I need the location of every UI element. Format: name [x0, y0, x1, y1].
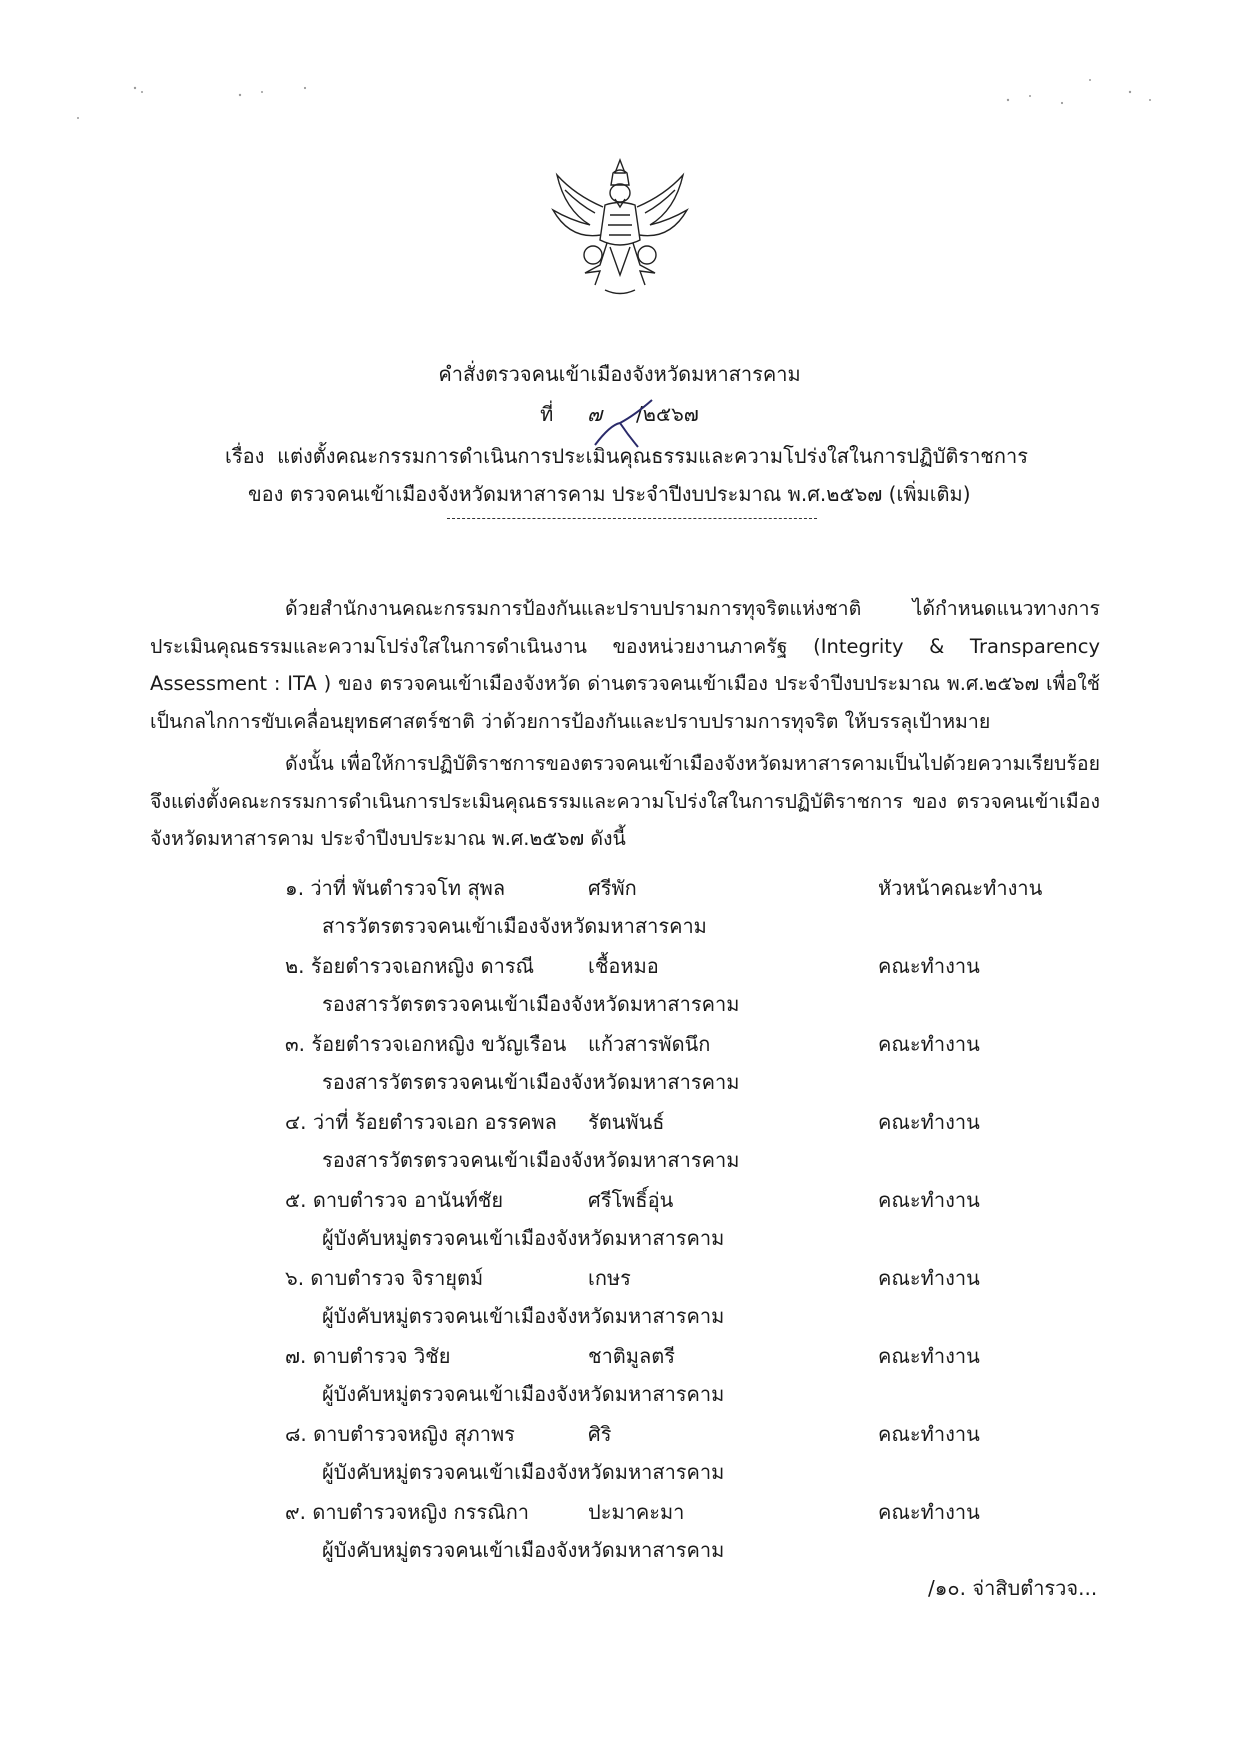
member-position: ผู้บังคับหมู่ตรวจคนเข้าเมืองจังหวัดมหาสารคาม: [322, 1538, 725, 1562]
member-position: สารวัตรตรวจคนเข้าเมืองจังหวัดมหาสารคาม: [322, 914, 707, 938]
member-role: คณะทำงาน: [878, 1188, 980, 1212]
body-paragraph-2: [150, 745, 1100, 858]
scan-specks: [0, 0, 1239, 140]
member-surname: ชาติมูลตรี: [588, 1344, 675, 1368]
member-name: ๖. ดาบตำรวจ จิรายุตม์: [285, 1266, 484, 1290]
member-role: คณะทำงาน: [878, 1500, 980, 1524]
subject-text-1: แต่งตั้งคณะกรรมการดำเนินการประเมินคุณธรรมและความโปร่งใสในการปฏิบัติราชการ: [277, 444, 1028, 468]
member-row: [0, 1496, 1239, 1574]
member-name: ๑. ว่าที่ พันตำรวจโท สุพล: [285, 876, 506, 900]
order-number-suffix: /๒๕๖๗: [636, 402, 699, 426]
member-position: ผู้บังคับหมู่ตรวจคนเข้าเมืองจังหวัดมหาสารคาม: [322, 1460, 725, 1484]
member-name: ๗. ดาบตำรวจ วิชัย: [285, 1344, 451, 1368]
order-number-prefix: ที่: [540, 402, 554, 426]
member-row: [0, 1028, 1239, 1106]
member-role: คณะทำงาน: [878, 1032, 980, 1056]
member-name: ๘. ดาบตำรวจหญิง สุภาพร: [285, 1422, 515, 1446]
member-role: คณะทำงาน: [878, 1110, 980, 1134]
paragraph-2-text: ดังนั้น เพื่อให้การปฏิบัติราชการของตรวจคนเข้าเมืองจังหวัดมหาสารคามเป็นไปด้วยความเรียบร้อย จึงแต่งตั้งคณะกรรมการดำเนินการประเมินคุณธรรมและความโปร่งใสในการปฏิบัติราชการ ของ ตรวจคนเข้าเมืองจังหวัดมหาสารคาม ประจำปีงบประมาณ พ.ศ.๒๕๖๗ ดังนี้: [150, 752, 1100, 850]
member-position: ผู้บังคับหมู่ตรวจคนเข้าเมืองจังหวัดมหาสารคาม: [322, 1226, 725, 1250]
member-row: [0, 1106, 1239, 1184]
subject-line-1: [225, 440, 1028, 472]
member-surname: แก้วสารพัดนึก: [588, 1032, 711, 1056]
member-position: รองสารวัตรตรวจคนเข้าเมืองจังหวัดมหาสารคาม: [322, 992, 740, 1016]
body-paragraph-1: [150, 590, 1100, 740]
member-row: [0, 1184, 1239, 1262]
member-position: ผู้บังคับหมู่ตรวจคนเข้าเมืองจังหวัดมหาสารคาม: [322, 1382, 725, 1406]
order-title: คำสั่งตรวจคนเข้าเมืองจังหวัดมหาสารคาม: [438, 362, 801, 386]
paragraph-1-text: ด้วยสำนักงานคณะกรรมการป้องกันและปราบปรามการทุจริตแห่งชาติ ได้กำหนดแนวทางการประเมินคุณธรรมและความโปร่งใสในการดำเนินงาน ของหน่วยงานภาครัฐ (Integrity & Transparency Assessment : ITA ) ของ ตรวจคนเข้าเมืองจังหวัด ด่านตรวจคนเข้าเมือง ประจำปีงบประมาณ พ.ศ.๒๕๖๗ เพื่อใช้เป็นกลไกการขับเคลื่อนยุทธศาสตร์ชาติ ว่าด้วยการป้องกันและปราบปรามการทุจริต ให้บรรลุเป้าหมาย: [150, 597, 1100, 733]
member-surname: ศรีโพธิ์อุ่น: [588, 1188, 674, 1212]
member-role: คณะทำงาน: [878, 1422, 980, 1446]
member-role: หัวหน้าคณะทำงาน: [878, 876, 1043, 900]
member-name: ๕. ดาบตำรวจ อานันท์ชัย: [285, 1188, 504, 1212]
member-position: รองสารวัตรตรวจคนเข้าเมืองจังหวัดมหาสารคาม: [322, 1148, 740, 1172]
member-row: [0, 1418, 1239, 1496]
member-surname: ปะมาคะมา: [588, 1500, 685, 1524]
member-role: คณะทำงาน: [878, 1344, 980, 1368]
member-row: [0, 1340, 1239, 1418]
subject-line-2: ของ ตรวจคนเข้าเมืองจังหวัดมหาสารคาม ประจำปีงบประมาณ พ.ศ.๒๕๖๗ (เพิ่มเติม): [248, 482, 971, 506]
member-row: [0, 1262, 1239, 1340]
member-surname: เกษร: [588, 1266, 631, 1290]
member-name: ๓. ร้อยตำรวจเอกหญิง ขวัญเรือน: [285, 1032, 567, 1056]
member-position: ผู้บังคับหมู่ตรวจคนเข้าเมืองจังหวัดมหาสารคาม: [322, 1304, 725, 1328]
title-divider: [447, 518, 817, 519]
member-surname: ศรีพัก: [588, 876, 637, 900]
garuda-emblem-icon: [545, 155, 695, 305]
member-surname: ศิริ: [588, 1422, 612, 1446]
member-position: รองสารวัตรตรวจคนเข้าเมืองจังหวัดมหาสารคาม: [322, 1070, 740, 1094]
continued-next-page: /๑๐. จ่าสิบตำรวจ...: [928, 1576, 1098, 1600]
member-name: ๒. ร้อยตำรวจเอกหญิง ดารณี: [285, 954, 535, 978]
subject-label: เรื่อง: [225, 444, 265, 468]
member-surname: รัตนพันธ์: [588, 1110, 665, 1134]
member-row: [0, 872, 1239, 950]
order-number-handwritten: ๗: [587, 402, 603, 426]
member-role: คณะทำงาน: [878, 1266, 980, 1290]
member-name: ๙. ดาบตำรวจหญิง กรรณิกา: [285, 1500, 530, 1524]
member-surname: เชื้อหมอ: [588, 954, 659, 978]
member-name: ๔. ว่าที่ ร้อยตำรวจเอก อรรคพล: [285, 1110, 557, 1134]
member-row: [0, 950, 1239, 1028]
member-role: คณะทำงาน: [878, 954, 980, 978]
